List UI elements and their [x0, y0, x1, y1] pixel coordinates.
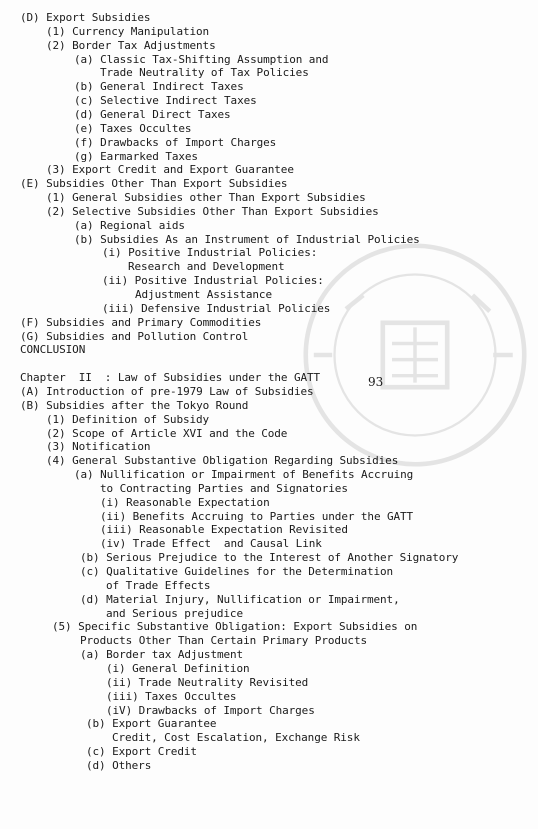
toc-entry: (4) General Substantive Obligation Regarding Subsidies	[46, 454, 399, 468]
toc-entry: (b) Subsidies As an Instrument of Industrial Policies	[74, 232, 420, 246]
toc-entry: (iV) Drawbacks of Import Charges	[106, 703, 315, 717]
toc-entry: (A) Introduction of pre-1979 Law of Subsidies	[20, 384, 314, 398]
toc-entry: CONCLUSION	[20, 343, 86, 357]
toc-entry: (b) Serious Prejudice to the Interest of Another Signatory	[80, 551, 459, 565]
toc-entry: (D) Export Subsidies	[20, 11, 151, 24]
toc-entry: (2) Border Tax Adjustments	[46, 38, 216, 52]
toc-entry: and Serious prejudice	[106, 606, 243, 620]
toc-entry: (d) Others	[86, 758, 152, 772]
toc-entry: (ii) Benefits Accruing to Parties under the GATT	[100, 509, 414, 523]
toc-entry: (g) Earmarked Taxes	[74, 149, 198, 163]
toc-entry: Adjustment Assistance	[135, 288, 272, 301]
toc-entry: (i) Reasonable Expectation	[100, 495, 270, 509]
toc-entry: (iii) Defensive Industrial Policies	[102, 301, 331, 315]
toc-entry: (E) Subsidies Other Than Export Subsidies	[20, 177, 288, 191]
toc-entry: (c) Export Credit	[86, 745, 197, 759]
toc-entry: (iii) Taxes Occultes	[106, 689, 237, 703]
toc-entry: (2) Selective Subsidies Other Than Export Subsidies	[46, 204, 379, 218]
toc-entry: (a) Regional aids	[74, 218, 185, 232]
toc-entry: (F) Subsidies and Primary Commodities	[20, 315, 262, 329]
toc-entry: of Trade Effects	[106, 578, 211, 592]
toc-entry: (B) Subsidies after the Tokyo Round	[20, 398, 249, 412]
toc-entry: (e) Taxes Occultes	[74, 121, 192, 135]
toc-entry: (3) Notification	[46, 440, 151, 454]
toc-entry: (1) Currency Manipulation	[46, 24, 210, 38]
toc-entry: (a) Border tax Adjustment	[80, 648, 244, 662]
toc-entry: (c) Qualitative Guidelines for the Determination	[80, 565, 394, 578]
library-seal-watermark	[300, 240, 530, 470]
toc-entry: (d) Material Injury, Nullification or Impairment,	[80, 592, 400, 606]
toc-entry: (ii) Trade Neutrality Revisited	[106, 675, 309, 689]
toc-entry: (ii) Positive Industrial Policies:	[102, 274, 324, 288]
toc-entry: Research and Development	[128, 260, 285, 274]
toc-entry: (i) General Definition	[106, 661, 250, 675]
toc-entry: Chapter II : Law of Subsidies under the GATT	[20, 371, 321, 385]
toc-entry: (b) General Indirect Taxes	[74, 80, 244, 94]
toc-entry: (f) Drawbacks of Import Charges	[74, 135, 277, 149]
toc-entry: Trade Neutrality of Tax Policies	[100, 66, 309, 80]
toc-entry: (a) Nullification or Impairment of Benefits Accruing	[74, 468, 414, 482]
toc-entry: Credit, Cost Escalation, Exchange Risk	[112, 731, 360, 745]
toc-entry: (b) Export Guarantee	[86, 717, 217, 731]
chapter-page-number: 93	[368, 375, 384, 389]
toc-entry: (3) Export Credit and Export Guarantee	[46, 163, 294, 177]
toc-entry: Products Other Than Certain Primary Products	[80, 634, 367, 648]
toc-entry: (5) Specific Substantive Obligation: Export Subsidies on	[52, 620, 418, 634]
toc-entry: (iv) Trade Effect and Causal Link	[100, 537, 322, 551]
toc-entry: (i) Positive Industrial Policies:	[102, 246, 318, 260]
toc-entry: (c) Selective Indirect Taxes	[74, 94, 257, 108]
toc-entry: (iii) Reasonable Expectation Revisited	[100, 523, 348, 537]
toc-entry: (a) Classic Tax-Shifting Assumption and	[74, 52, 329, 66]
toc-entry: to Contracting Parties and Signatories	[100, 481, 348, 495]
toc-entry: (1) General Subsidies other Than Export Subsidies	[46, 191, 366, 205]
toc-entry: (G) Subsidies and Pollution Control	[20, 329, 249, 343]
toc-entry: (1) Definition of Subsidy	[46, 412, 210, 426]
toc-entry: (2) Scope of Article XVI and the Code	[46, 426, 288, 440]
toc-entry: (d) General Direct Taxes	[74, 107, 231, 121]
